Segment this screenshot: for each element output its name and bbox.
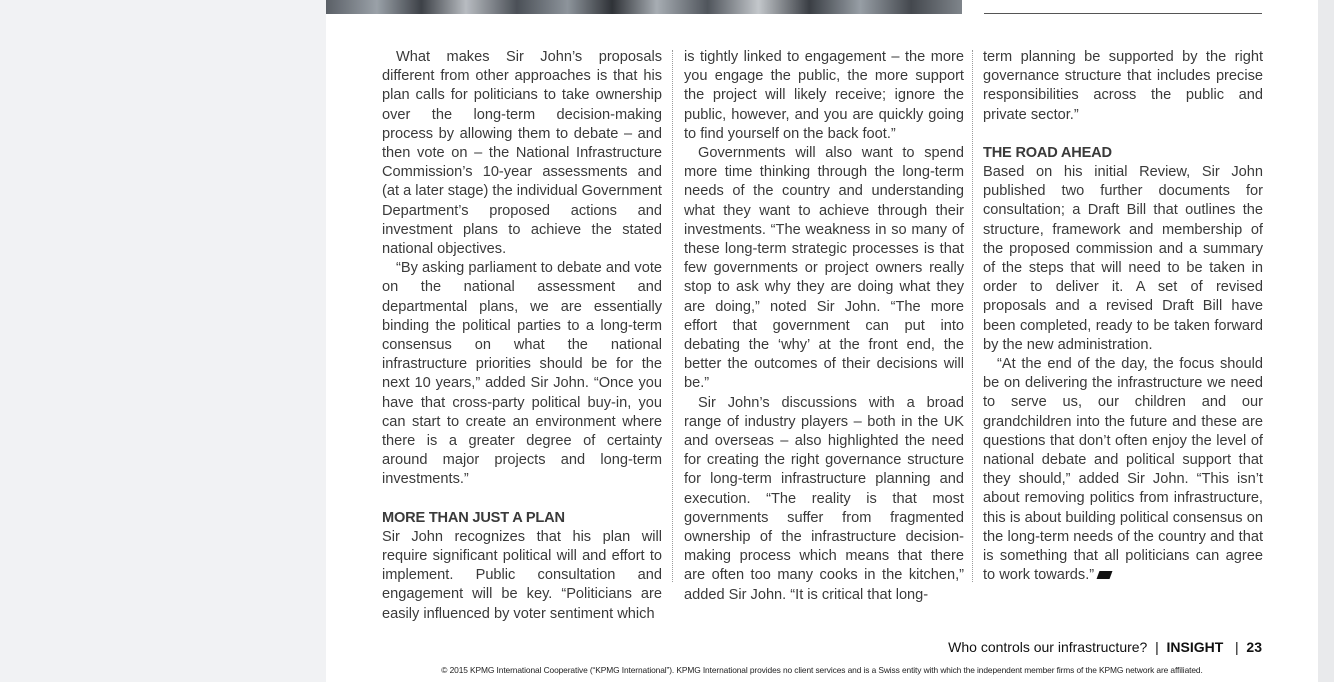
column-divider xyxy=(972,50,973,582)
closing-paragraph-text: “At the end of the day, the focus should be on delivering the infrastructure we need to serve us, our children and our grandchildren into the future and these are questions that don’t often enjoy the level of national debate and political support that they should,” added Sir John. “This isn’t about removing politics from infrastructure, this is about building political consensus on the long-term needs of the country and that is something that all politicians can agree to work towards.” xyxy=(983,356,1263,584)
section-heading: MORE THAN JUST A PLAN xyxy=(382,509,565,526)
copyright-notice: © 2015 KPMG International Cooperative (“KPMG International”). KPMG International provides no client services and is a Swiss entity with which the independent member firms of the KPMG network are affiliated. xyxy=(441,665,1203,675)
running-footer: Who controls our infrastructure? | INSIGHT | 23 xyxy=(948,639,1262,655)
page-number: 23 xyxy=(1246,639,1262,655)
paragraph: term planning be supported by the right governance structure that includes precise responsibilities across the public and private sector.” xyxy=(983,49,1263,123)
paragraph: Based on his initial Review, Sir John published two further documents for consultation; a Draft Bill that outlines the structure, framework and membership of the proposed commission and a summary of the steps that will need to be taken in order to deliver it. A set of revised proposals and a revised Draft Bill have been completed, ready to be taken forward by the new administration. xyxy=(983,164,1263,353)
article-column-2 xyxy=(684,48,964,605)
footer-title: Who controls our infrastructure? xyxy=(948,639,1148,655)
header-rule xyxy=(984,13,1262,14)
section-heading: THE ROAD AHEAD xyxy=(983,144,1112,161)
paragraph: Sir John’s discussions with a broad range of industry players – both in the UK and overseas – also highlighted the need for creating the right governance structure for long-term infrastructure planning and execution. “The reality is that most governments suffer from fragmented ownership of the infrastructure decision-making process which means that there are often too many cooks in the kitchen,” added Sir John. “It is critical that long- xyxy=(684,394,964,603)
paragraph: Governments will also want to spend more time thinking through the long-term needs of the country and understanding what they want to achieve through their investments. “The weakness in so many of these long-term strategic processes is that few governments or project owners really stop to ask why they are doing what they are doing,” noted Sir John. “The more effort that government can put into debating the ‘why’ at the front end, the better the outcomes of their decisions will be.” xyxy=(684,145,964,392)
header-photo-strip xyxy=(326,0,962,14)
paragraph: What makes Sir John’s proposals different from other approaches is that his plan calls for politicians to take ownership over the long-term decision-making process by allowing them to debate – and then vote on – the National Infrastructure Commission’s 10-year assessments and (at a later stage) the individual Government Department’s proposed actions and investment plans to achieve the stated national objectives. xyxy=(382,49,662,258)
page-edge-shadow xyxy=(1318,0,1334,682)
paragraph: “By asking parliament to debate and vote on the national assessment and departmental plans, we are essentially binding the political parties to a long-term consensus on what the national infrastructure priorities should be for the next 10 years,” added Sir John. “Once you have that cross-party political buy-in, you can start to create an environment where there is a greater degree of certainty around major projects and long-term investments.” xyxy=(382,260,662,488)
end-of-article-icon xyxy=(1097,571,1113,579)
paragraph: Sir John recognizes that his plan will require significant political will and effort to implement. Public consultation and engagement will be key. “Politicians are easily influenced by voter sentiment which xyxy=(382,528,662,622)
column-divider xyxy=(672,50,673,582)
article-column-3 xyxy=(983,48,1263,585)
paragraph: is tightly linked to engagement – the more you engage the public, the more support the project will likely receive; ignore the public, however, and you are quickly going to find yourself on the back foot.” xyxy=(684,49,964,142)
document-page xyxy=(326,0,1318,682)
footer-section: INSIGHT xyxy=(1166,639,1224,655)
article-column-1 xyxy=(382,48,662,624)
paragraph xyxy=(983,355,1263,585)
